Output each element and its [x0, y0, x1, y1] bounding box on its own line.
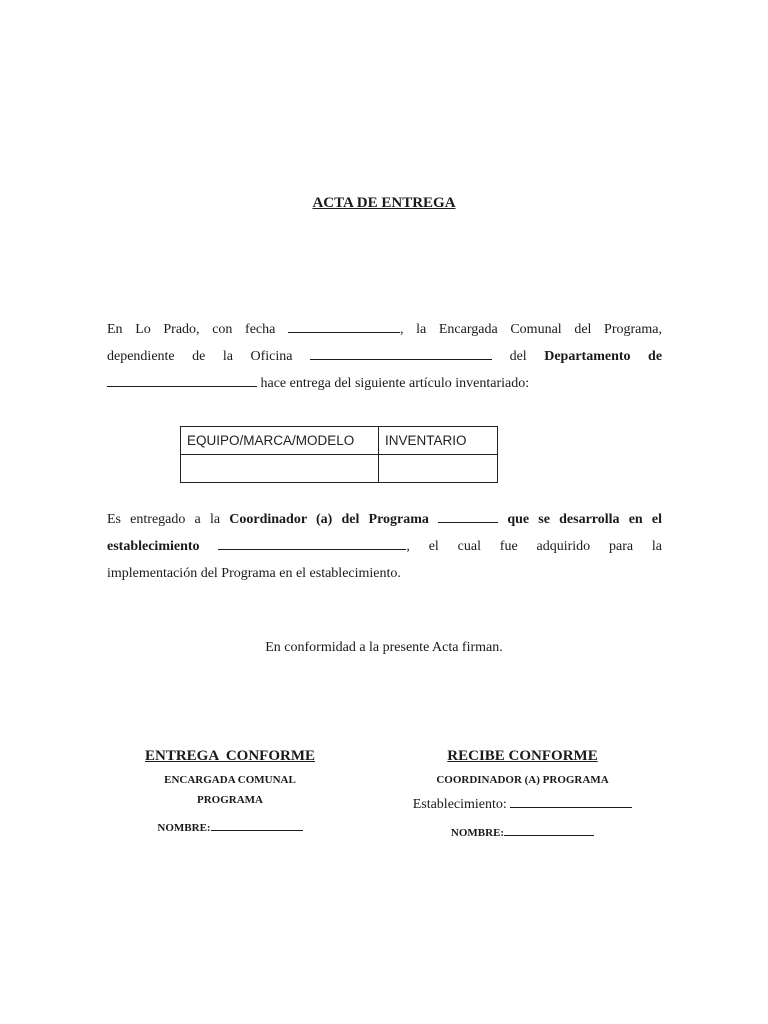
establishment-field — [400, 794, 645, 815]
table-header: EQUIPO/MARCA/MODELO — [181, 427, 379, 455]
delivery-name-blank[interactable] — [211, 820, 303, 831]
program-blank[interactable] — [438, 509, 498, 523]
intro-text: del — [509, 349, 527, 364]
delivery-text: implementación del Programa en el establecimiento. — [107, 566, 401, 581]
department-label: Departamento de — [544, 349, 663, 364]
establishment-blank[interactable] — [218, 536, 406, 550]
establishment-label: establecimiento — [107, 539, 200, 554]
receive-role: COORDINADOR (A) PROGRAMA — [436, 774, 609, 786]
name-label: NOMBRE: — [450, 827, 505, 839]
intro-text: , la Encargada Comunal del Programa, — [400, 322, 662, 337]
establishment-field-label: Establecimiento: — [412, 797, 507, 812]
intro-paragraph — [107, 316, 662, 397]
receive-signature-block — [400, 745, 645, 839]
delivery-line-3 — [107, 560, 662, 587]
delivery-role-line: ENCARGADA COMUNAL — [164, 774, 296, 786]
table-cell[interactable] — [379, 455, 498, 483]
intro-line-3 — [107, 370, 662, 397]
delivery-line-2 — [107, 533, 662, 560]
establishment-field-blank[interactable] — [510, 794, 632, 808]
receive-signature-title: RECIBE CONFORME — [447, 748, 598, 764]
delivery-name-field — [130, 820, 330, 834]
coordinator-label: Coordinador (a) del Programa — [229, 512, 429, 527]
receive-name-field — [400, 825, 645, 839]
delivery-text: Es entregado a la — [107, 512, 221, 527]
name-label: NOMBRE: — [157, 822, 211, 834]
intro-text: hace entrega del siguiente artículo inventariado: — [260, 376, 530, 391]
date-blank[interactable] — [288, 319, 400, 333]
office-blank[interactable] — [310, 346, 492, 360]
table-row — [181, 455, 498, 483]
delivery-text: , el cual fue adquirido para la — [406, 539, 663, 554]
delivery-bold-text: que se desarrolla en el — [507, 512, 662, 527]
inventory-table — [180, 426, 498, 483]
delivery-line-1 — [107, 506, 662, 533]
page-title: ACTA DE ENTREGA — [312, 195, 456, 211]
department-blank[interactable] — [107, 373, 257, 387]
table-header: INVENTARIO — [379, 427, 498, 455]
intro-line-1 — [107, 316, 662, 343]
delivery-role-line: PROGRAMA — [197, 794, 263, 806]
receive-name-blank[interactable] — [504, 825, 594, 836]
delivery-signature-block — [130, 745, 330, 834]
conformity-statement: En conformidad a la presente Acta firman. — [265, 640, 503, 655]
table-cell[interactable] — [181, 455, 379, 483]
intro-text: En Lo Prado, con fecha — [107, 322, 276, 337]
table-header-row — [181, 427, 498, 455]
delivery-role — [130, 770, 330, 810]
delivery-paragraph — [107, 506, 662, 587]
intro-line-2 — [107, 343, 662, 370]
intro-text: dependiente de la Oficina — [107, 349, 293, 364]
delivery-signature-title: ENTREGA CONFORME — [144, 748, 315, 764]
